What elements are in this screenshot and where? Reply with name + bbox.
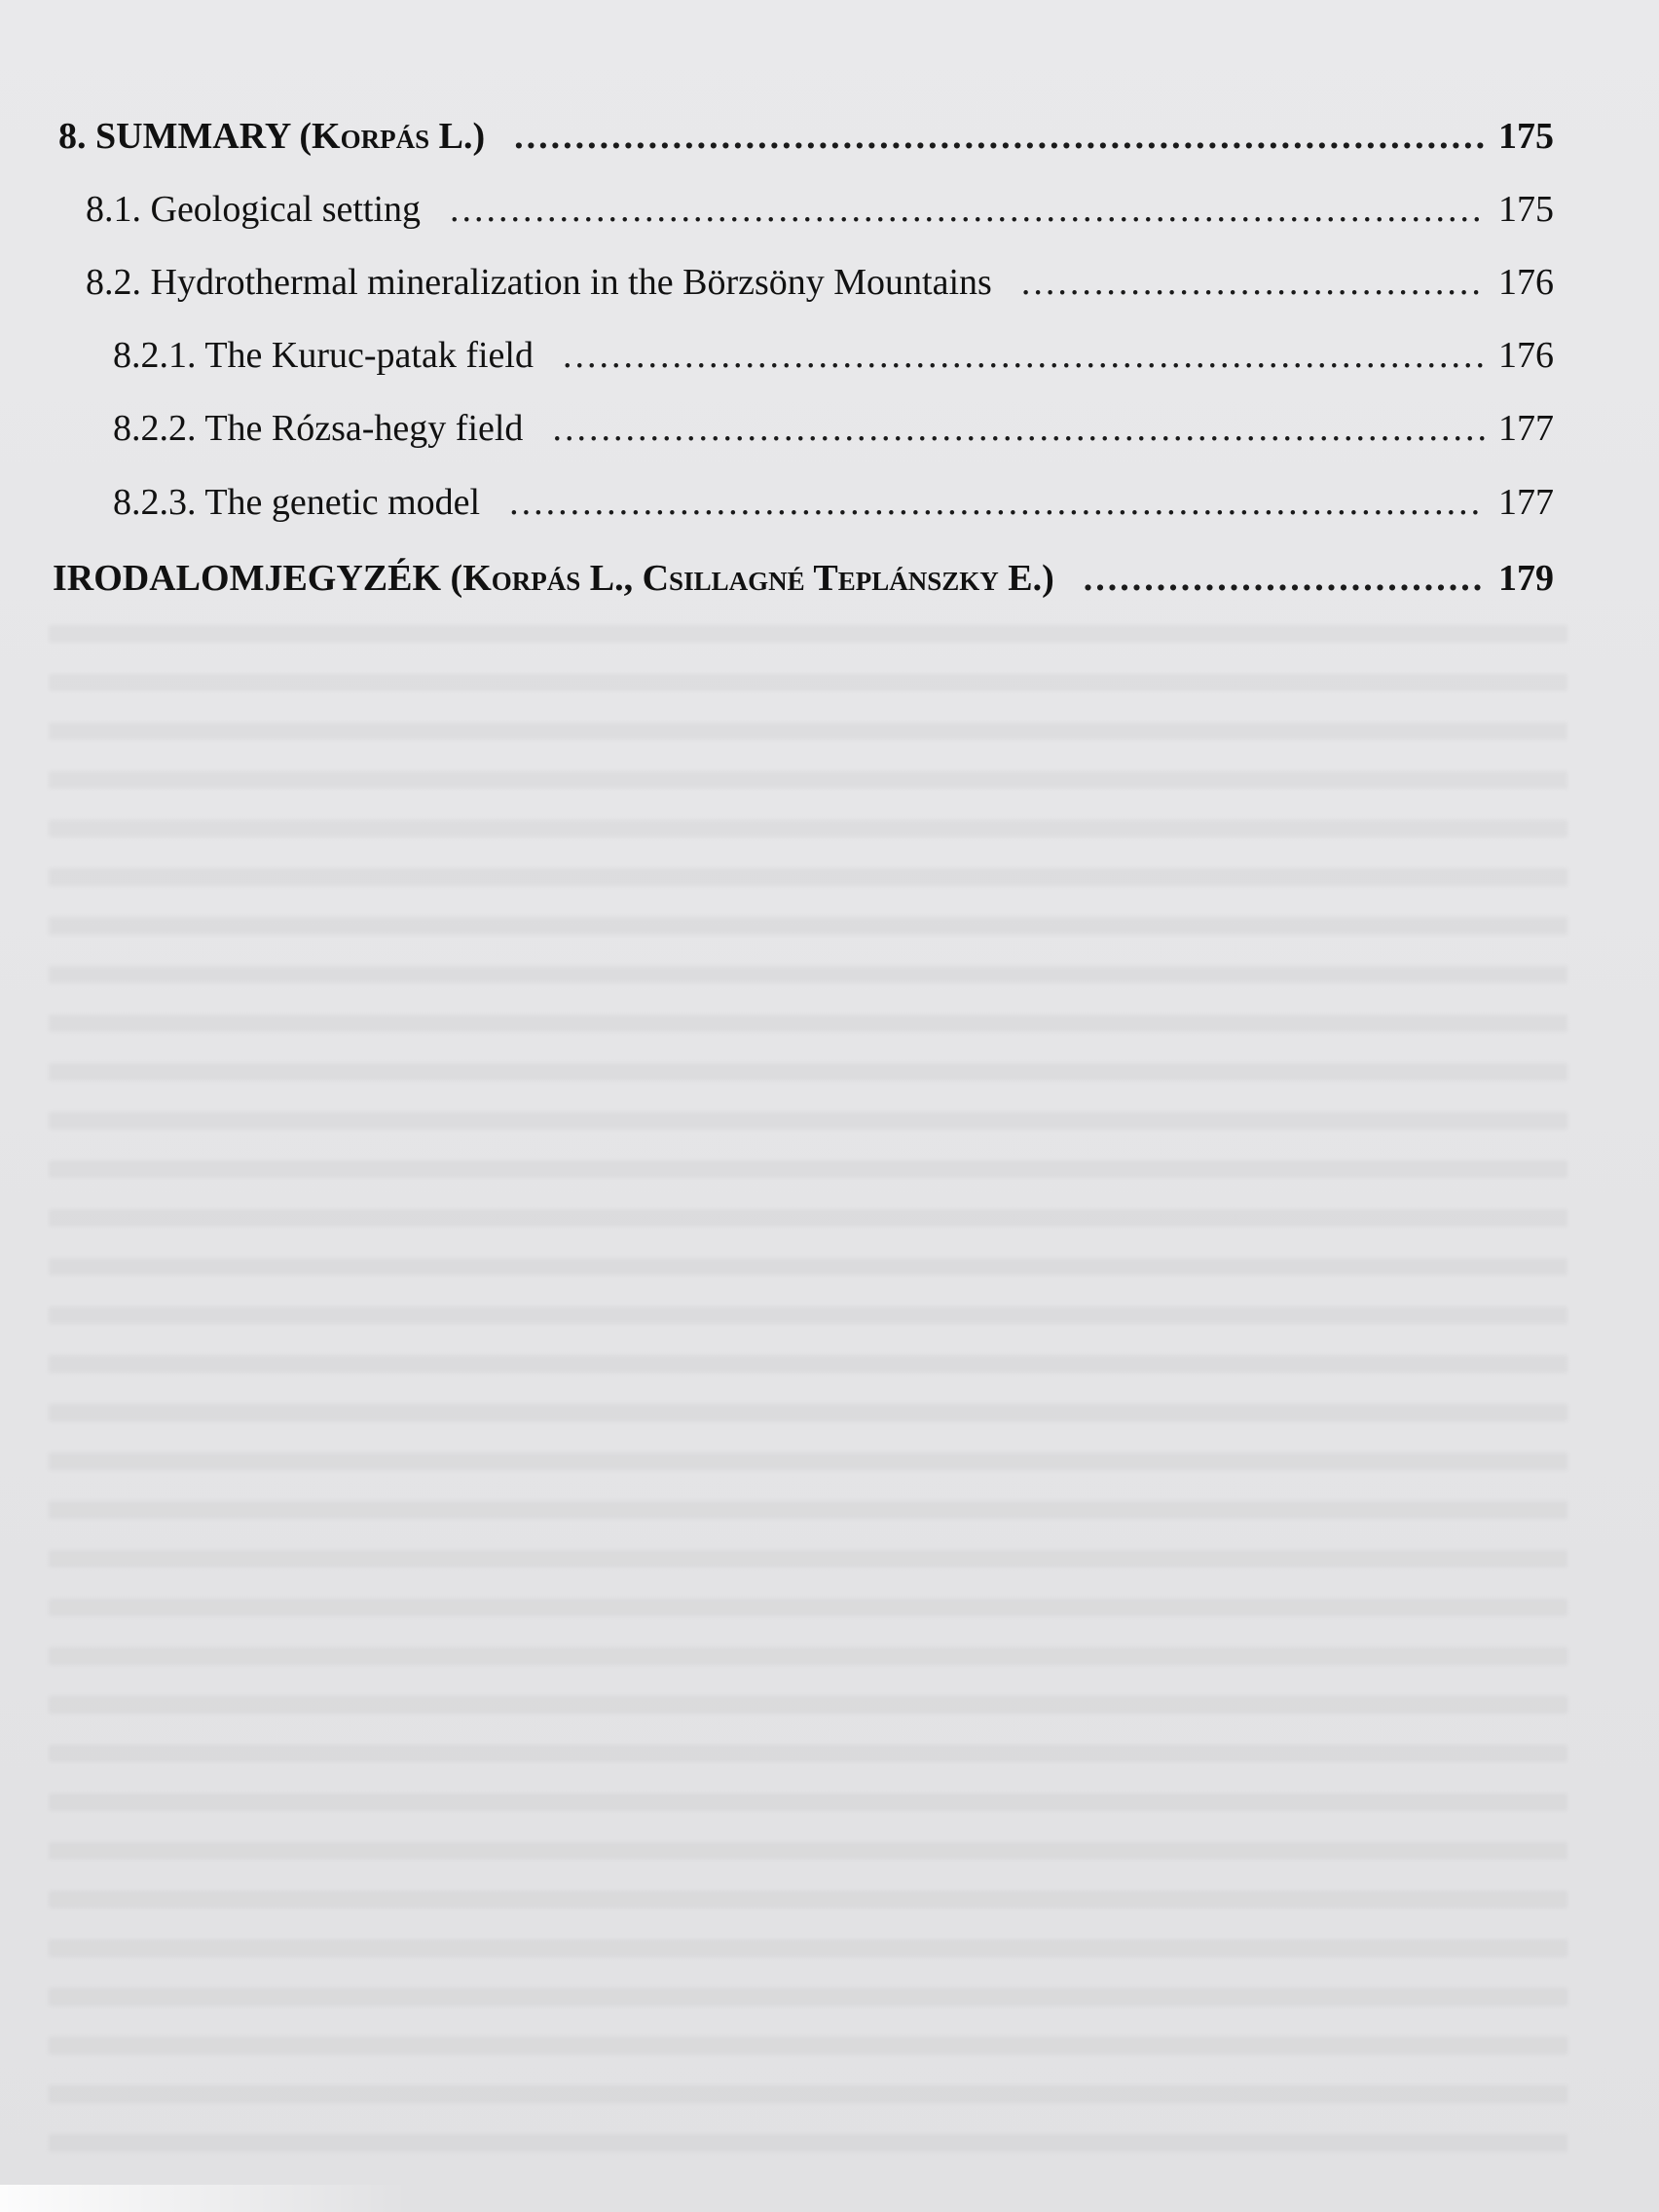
toc-leader-dots bbox=[1021, 261, 1485, 304]
toc-entry bbox=[113, 481, 1554, 539]
toc-entry-text: The genetic model bbox=[204, 482, 481, 523]
toc-entry bbox=[113, 334, 1554, 392]
toc-page-number: 177 bbox=[1498, 482, 1554, 523]
toc-page-number: 176 bbox=[1498, 335, 1554, 376]
toc-entry bbox=[86, 188, 1554, 246]
toc-page-number: 176 bbox=[1498, 262, 1554, 303]
toc-entry-title bbox=[86, 188, 421, 231]
toc-entry-number: 8.2. bbox=[86, 262, 141, 303]
toc-page-number: 177 bbox=[1498, 408, 1554, 449]
toc-page-number: 175 bbox=[1498, 116, 1554, 157]
toc-leader-dots bbox=[1084, 557, 1485, 600]
bottom-edge-smear bbox=[0, 2185, 409, 2212]
toc-leader-dots bbox=[509, 481, 1485, 524]
toc-entry-number: 8.1. bbox=[86, 189, 141, 230]
toc-entry-title bbox=[113, 334, 534, 377]
toc-entry bbox=[53, 557, 1554, 615]
toc-entry-title bbox=[58, 115, 485, 158]
toc-entry-author: (Korpás L., Csillagné Teplánszky E.) bbox=[450, 558, 1054, 599]
toc-entry bbox=[58, 115, 1554, 173]
toc-entry-number: 8.2.2. bbox=[113, 408, 197, 449]
toc-entry-text: The Kuruc-patak field bbox=[204, 335, 534, 376]
toc-entry-text: SUMMARY bbox=[95, 116, 290, 157]
toc-entry-author: (Korpás L.) bbox=[299, 116, 486, 157]
toc-entry-text: Hydrothermal mineralization in the Börzsöny Mountains bbox=[150, 262, 992, 303]
toc-entry-number: 8.2.3. bbox=[113, 482, 197, 523]
toc-entry-text: IRODALOMJEGYZÉK bbox=[53, 558, 442, 599]
toc-page-number: 175 bbox=[1498, 189, 1554, 230]
toc-entry-title bbox=[113, 481, 480, 524]
toc-entry bbox=[86, 261, 1554, 319]
toc-leader-dots bbox=[563, 334, 1485, 377]
toc-entry-text: The Rózsa-hegy field bbox=[204, 408, 524, 449]
toc-leader-dots bbox=[552, 407, 1485, 450]
toc-leader-dots bbox=[450, 188, 1485, 231]
toc-entry bbox=[113, 407, 1554, 465]
toc-entry-number: 8. bbox=[58, 116, 87, 157]
toc-entry-title bbox=[113, 407, 523, 450]
toc-entry-title bbox=[86, 261, 992, 304]
toc-entry-number: 8.2.1. bbox=[113, 335, 197, 376]
toc-entry-text: Geological setting bbox=[150, 189, 422, 230]
bleed-through-text bbox=[49, 604, 1567, 2161]
toc-entry-title bbox=[53, 557, 1054, 600]
toc-page-number: 179 bbox=[1498, 558, 1554, 599]
toc-leader-dots bbox=[514, 115, 1485, 158]
